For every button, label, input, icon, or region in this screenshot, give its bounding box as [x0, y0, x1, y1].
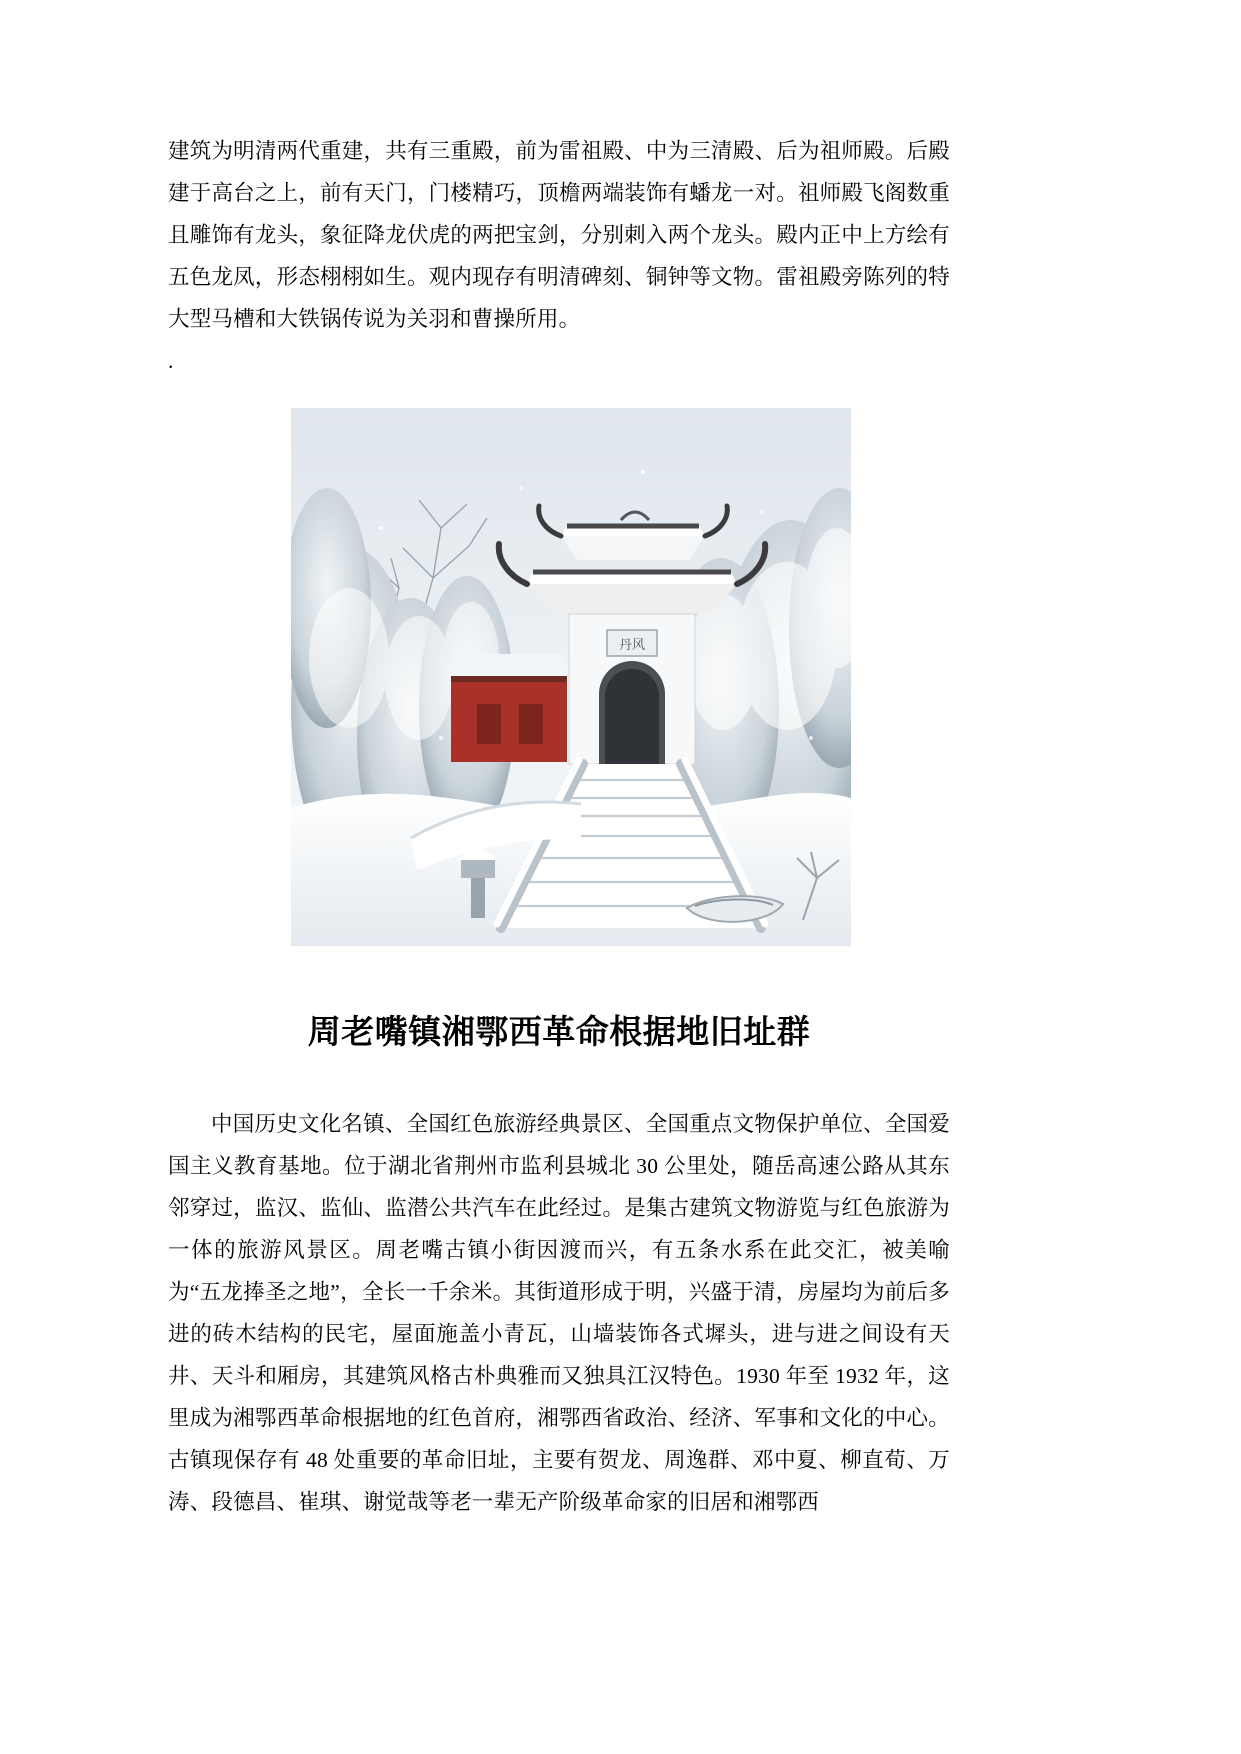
page-title: 周老嘴镇湘鄂西革命根据地旧址群	[307, 1015, 811, 1051]
spacer-after-figure	[168, 951, 950, 1009]
svg-text:丹风: 丹风	[618, 638, 646, 653]
paragraph-dot: .	[168, 349, 174, 373]
spacer-after-title	[168, 1057, 950, 1103]
spacer-before-figure	[168, 382, 950, 408]
document-body	[168, 130, 950, 1523]
paragraph-body: 中国历史文化名镇、全国红色旅游经典景区、全国重点文物保护单位、全国爱国主义教育基地。位于湖北省荆州市监利县城北 30 公里处，随岳高速公路从其东邻穿过，监汉、监仙、监潜公共汽车在此经过。是集古建筑文物游览与红色旅游为一体的旅游风景区。周老嘴古镇小街因渡而兴，有五条水系在此交汇，被美喻为“五龙捧圣之地”，全长一千余米。其街道形成于明，兴盛于清，房屋均为前后多进的砖木结构的民宅，屋面施盖小青瓦，山墙装饰各式墀头，进与进之间设有天井、天斗和厢房，其建筑风格古朴典雅而又独具江汉特色。1930 年至 1932 年，这里成为湘鄂西革命根据地的红色首府，湘鄂西省政治、经济、军事和文化的中心。古镇现保存有 48 处重要的革命旧址，主要有贺龙、周逸群、邓中夏、柳直荀、万涛、段德昌、崔琪、谢觉哉等老一辈无产阶级革命家的旧居和湘鄂西	[168, 1112, 950, 1514]
figure-snowy-temple	[168, 408, 950, 951]
snowy-temple-illustration	[291, 408, 851, 946]
paragraph-intro: 建筑为明清两代重建，共有三重殿，前为雷祖殿、中为三清殿、后为祖师殿。后殿建于高台之上，前有天门，门楼精巧，顶檐两端装饰有蟠龙一对。祖师殿飞阁数重且雕饰有龙头，象征降龙伏虎的两把宝剑，分别刺入两个龙头。殿内正中上方绘有五色龙凤，形态栩栩如生。观内现存有明清碑刻、铜钟等文物。雷祖殿旁陈列的特大型马槽和大铁锅传说为关羽和曹操所用。	[168, 139, 950, 331]
figure-image-frame	[291, 408, 851, 946]
